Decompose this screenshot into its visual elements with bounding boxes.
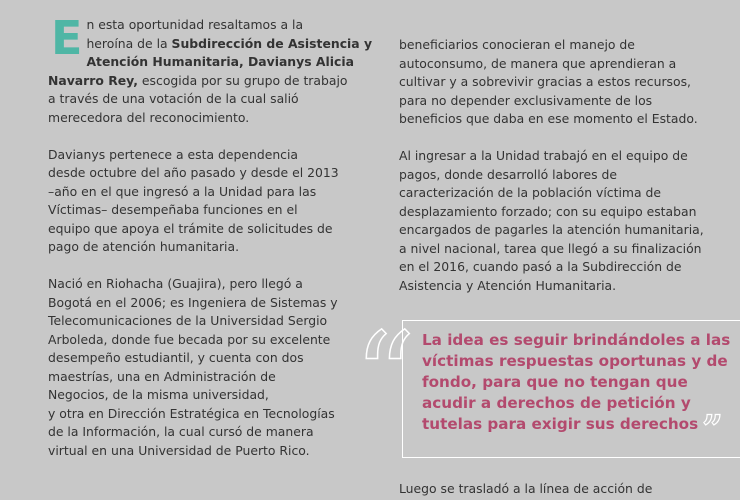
text-line: en el 2016, cuando pasó a la Subdirección de <box>399 259 682 274</box>
intro-paragraph <box>48 0 373 127</box>
text-line: virtual en una Universidad de Puerto Rico. <box>48 442 310 458</box>
text-line: encargados de pagarles la atención humanitaria, <box>399 222 704 237</box>
career-paragraph <box>48 146 340 257</box>
text-line: Asistencia y Atención Humanitaria. <box>399 277 617 293</box>
text-line: Nació en Riohacha (Guajira), pero llegó a <box>48 276 303 291</box>
open-quote-icon: “ <box>354 308 416 447</box>
text-line: a nivel nacional, tarea que llegó a su finalización <box>399 240 702 256</box>
text-line: para no depender exclusivamente de los <box>399 92 653 108</box>
quote-line: víctimas respuestas oportunas y de <box>422 352 728 370</box>
quote-line: tutelas para exigir sus derechos ” <box>422 408 723 450</box>
text-line: desde octubre del año pasado y desde el 2013 <box>48 165 339 180</box>
text-line: caracterización de la población víctima de <box>399 185 662 200</box>
text-line: –año en el que ingresó a la Unidad para las <box>48 183 317 199</box>
text-line: pago de atención humanitaria. <box>48 239 240 254</box>
text-line: desempeño estudiantil, y cuenta con dos <box>48 350 304 365</box>
text-line: heroína de la Subdirección de Asistencia y <box>86 35 373 51</box>
text-line: autoconsumo, de manera que aprendieran a <box>399 55 677 71</box>
unit-paragraph <box>399 147 717 295</box>
beneficiaries-paragraph <box>399 36 717 129</box>
text-line: Al ingresar a la Unidad trabajó en el equipo de <box>399 148 688 163</box>
text-line: pagos, donde desarrolló labores de <box>399 166 617 182</box>
text-line: Arboleda, donde fue becada por su excelente <box>48 331 331 347</box>
text-line: equipo que apoya el trámite de solicitudes de <box>48 220 333 236</box>
text-line: de la Información, la cual cursó de manera <box>48 424 314 439</box>
drop-cap: E <box>51 11 83 65</box>
text-line: Bogotá en el 2006; es Ingeniera de Sistemas y <box>48 294 338 310</box>
text-line: Atención Humanitaria, Davianys Alicia <box>86 54 354 69</box>
quote-line: acudir a derechos de petición y <box>422 394 691 412</box>
text-line: desplazamiento forzado; con su equipo estaban <box>399 203 697 219</box>
education-paragraph <box>48 275 340 460</box>
text-line: a través de una votación de la cual salió <box>48 91 299 106</box>
close-quote-icon: ” <box>702 408 723 450</box>
quote-line: fondo, para que no tengan que <box>422 373 688 391</box>
text-line: cultivar y a sobrevivir gracias a estos recursos, <box>399 74 691 89</box>
text-line: Telecomunicaciones de la Universidad Sergio <box>48 313 328 328</box>
text-line: Víctimas– desempeñaba funciones en el <box>48 202 298 217</box>
text-line: n esta oportunidad resaltamos a la <box>86 17 304 32</box>
pull-quote <box>422 330 732 450</box>
continuation-line: Luego se trasladó a la línea de acción de <box>399 481 653 496</box>
text-line: beneficios que daba en ese momento el Estado. <box>399 111 698 126</box>
text-line: merecedora del reconocimiento. <box>48 109 250 125</box>
left-column <box>48 0 373 479</box>
text-line: beneficiarios conocieran el manejo de <box>399 37 635 52</box>
text-line: maestrías, una en Administración de <box>48 368 276 384</box>
quote-line: La idea es seguir brindándoles a las <box>422 331 731 349</box>
text-line: Davianys pertenece a esta dependencia <box>48 146 299 162</box>
text-line: Negocios, de la misma universidad, <box>48 387 269 402</box>
text-line: Navarro Rey, escogida por su grupo de trabajo <box>48 72 348 88</box>
right-column <box>399 36 717 314</box>
text-line: y otra en Dirección Estratégica en Tecnologías <box>48 405 335 421</box>
